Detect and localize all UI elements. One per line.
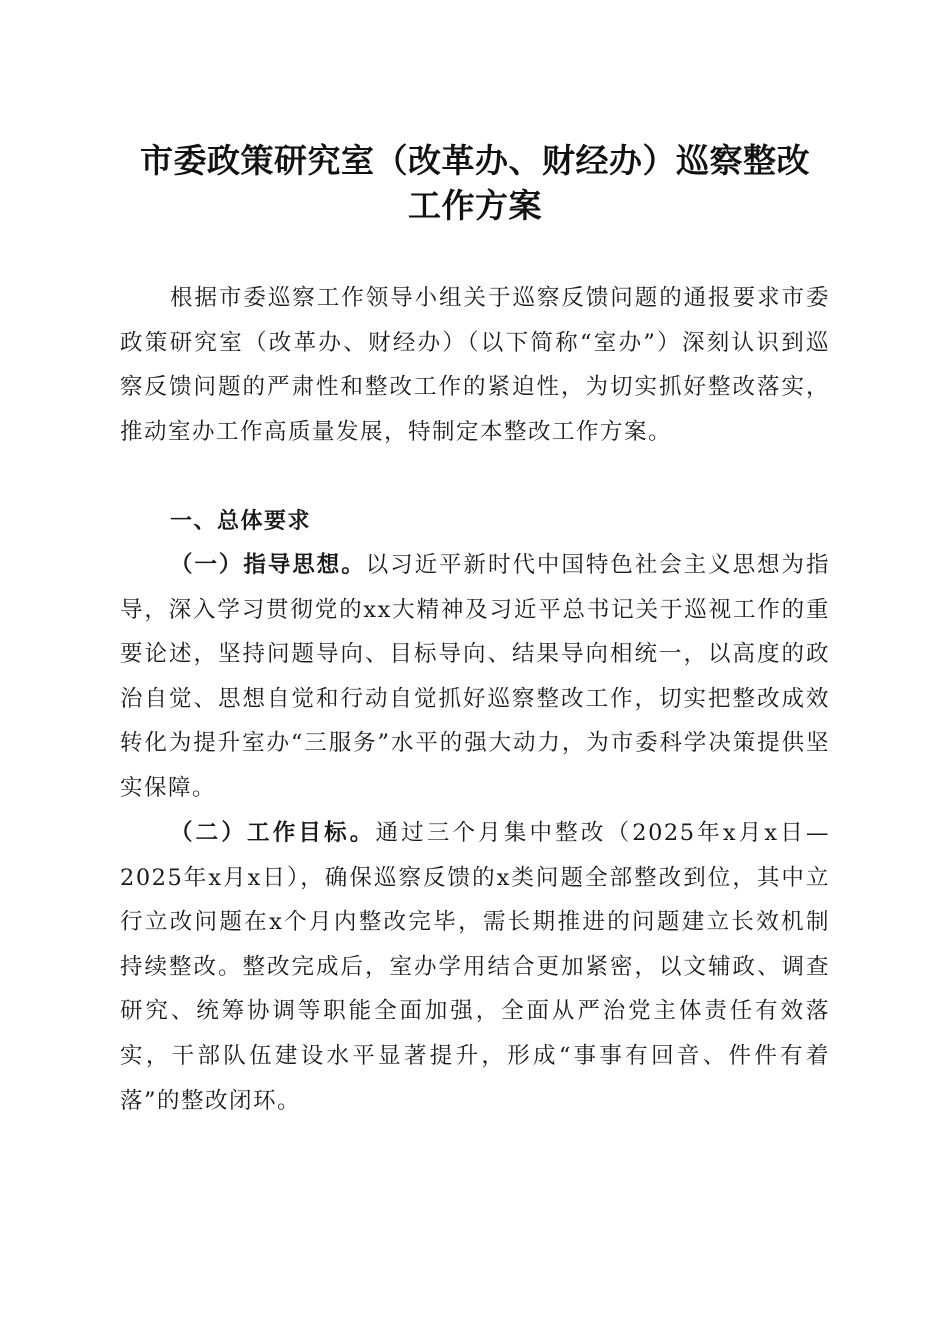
subsection-work-goals [120,811,830,1123]
subsection-guiding-ideology [120,543,830,811]
document-title-line-1: 市委政策研究室（改革办、财经办）巡察整改 [140,141,810,180]
subsection-guiding-ideology-body: 以习近平新时代中国特色社会主义思想为指导，深入学习贯彻党的xx大精神及习近平总书记关于巡视工作的重要论述，坚持问题导向、目标导向、结果导向相统一，以高度的政治自觉、思想自觉和行动自觉抓好巡察整改工作，切实把整改成效转化为提升室办“三服务”水平的强大动力，为市委科学决策提供坚实保障。 [120,552,830,801]
intro-paragraph: 根据市委巡察工作领导小组关于巡察反馈问题的通报要求市委政策研究室（改革办、财经办）（以下简称“室办”）深刻认识到巡察反馈问题的严肃性和整改工作的紧迫性，为切实抓好整改落实，推动室办工作高质量发展，特制定本整改工作方案。 [120,285,830,445]
document-title-line-2: 工作方案 [408,186,542,225]
subsection-work-goals-lead: （二）工作目标。 [170,820,376,846]
subsection-guiding-ideology-lead: （一）指导思想。 [170,552,366,578]
subsection-work-goals-body: 通过三个月集中整改（2025年x月x日—2025年x月x日），确保巡察反馈的x类问题全部整改到位，其中立行立改问题在x个月内整改完毕，需长期推进的问题建立长效机制持续整改。整改完成后，室办学用结合更加紧密，以文辅政、调查研究、统筹协调等职能全面加强，全面从严治党主体责任有效落实，干部队伍建设水平显著提升，形成“事事有回音、件件有着落”的整改闭环。 [120,820,830,1114]
section-heading-general-requirements: 一、总体要求 [170,509,312,534]
